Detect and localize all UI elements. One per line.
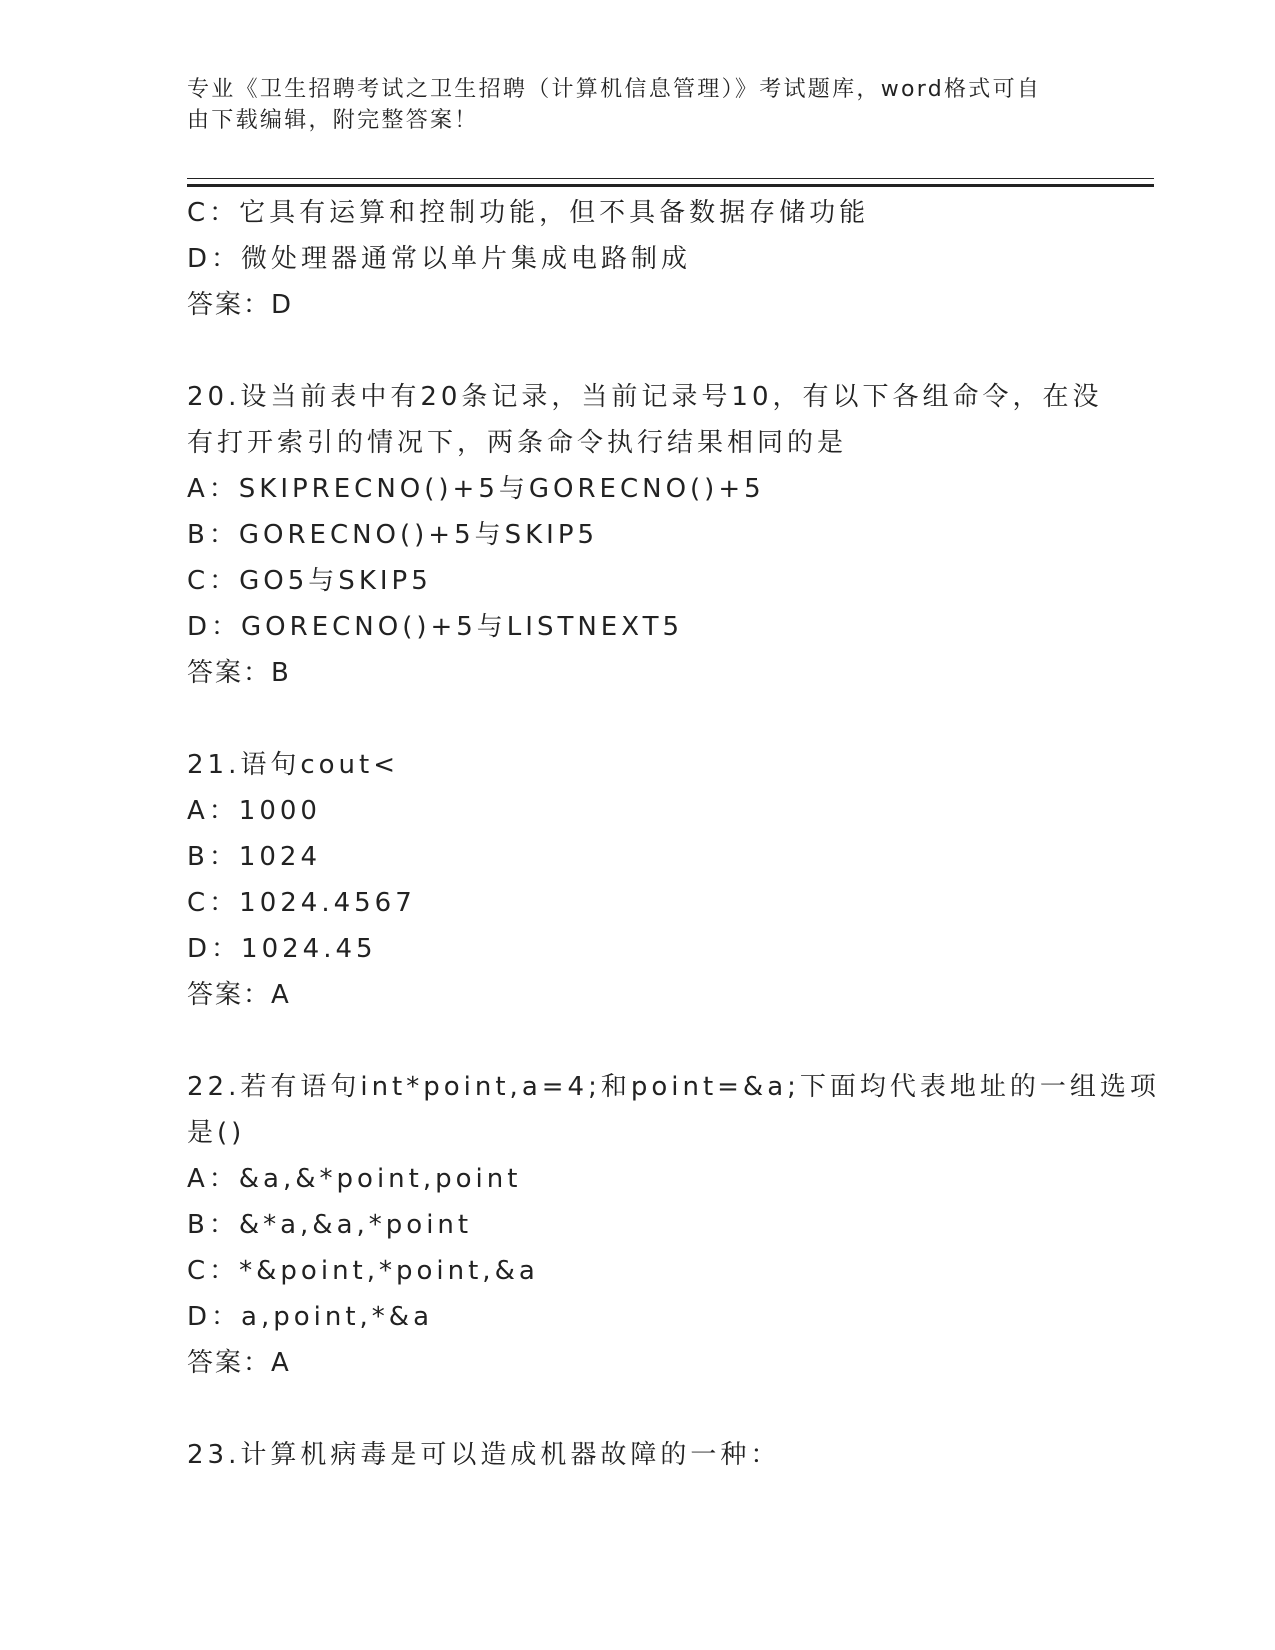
question-text: 20.设当前表中有20条记录，当前记录号10，有以下各组命令，在没 <box>187 382 1103 412</box>
question-text: 是() <box>187 1118 246 1148</box>
option-c: C：GO5与SKIP5 <box>187 566 432 596</box>
spacer <box>187 696 1087 742</box>
option-d: D：GORECNO()+5与LISTNEXT5 <box>187 612 684 642</box>
question-21 <box>187 742 1087 1018</box>
answer: 答案：D <box>187 290 294 320</box>
option-c: C：*&point,*point,&a <box>187 1256 539 1286</box>
header-divider-thick <box>187 184 1154 187</box>
question-22 <box>187 1064 1160 1386</box>
spacer <box>187 1386 1087 1432</box>
question-23 <box>187 1432 1087 1478</box>
option-d: D：1024.45 <box>187 934 377 964</box>
header-line-1: 专业《卫生招聘考试之卫生招聘（计算机信息管理）》考试题库，word格式可自 <box>187 77 1042 102</box>
question-text: 21.语句cout< <box>187 750 400 780</box>
answer: 答案：A <box>187 980 291 1010</box>
answer: 答案：A <box>187 1348 291 1378</box>
option-b: B：&*a,&a,*point <box>187 1210 473 1240</box>
option-b: B：GORECNO()+5与SKIP5 <box>187 520 599 550</box>
option-a: A：&a,&*point,point <box>187 1164 522 1194</box>
option-b: B：1024 <box>187 842 322 872</box>
option-c: C：1024.4567 <box>187 888 416 918</box>
question-19-continued <box>187 190 1087 328</box>
header-line-2: 由下载编辑，附完整答案！ <box>187 108 479 133</box>
question-text: 有打开索引的情况下，两条命令执行结果相同的是 <box>187 428 848 458</box>
spacer <box>187 1018 1087 1064</box>
option-a: A：SKIPRECNO()+5与GORECNO()+5 <box>187 474 765 504</box>
option-c: C：它具有运算和控制功能，但不具备数据存储功能 <box>187 198 870 228</box>
question-text: 23.计算机病毒是可以造成机器故障的一种： <box>187 1440 781 1470</box>
answer: 答案：B <box>187 658 291 688</box>
document-header <box>187 74 1067 136</box>
question-20 <box>187 374 1103 696</box>
option-d: D：a,point,*&a <box>187 1302 433 1332</box>
question-list <box>187 190 1160 1478</box>
option-a: A：1000 <box>187 796 321 826</box>
header-divider-thin <box>187 178 1154 179</box>
spacer <box>187 328 1087 374</box>
option-d: D：微处理器通常以单片集成电路制成 <box>187 244 692 274</box>
question-text: 22.若有语句int*point,a=4;和point=&a;下面均代表地址的一组选项 <box>187 1072 1160 1102</box>
